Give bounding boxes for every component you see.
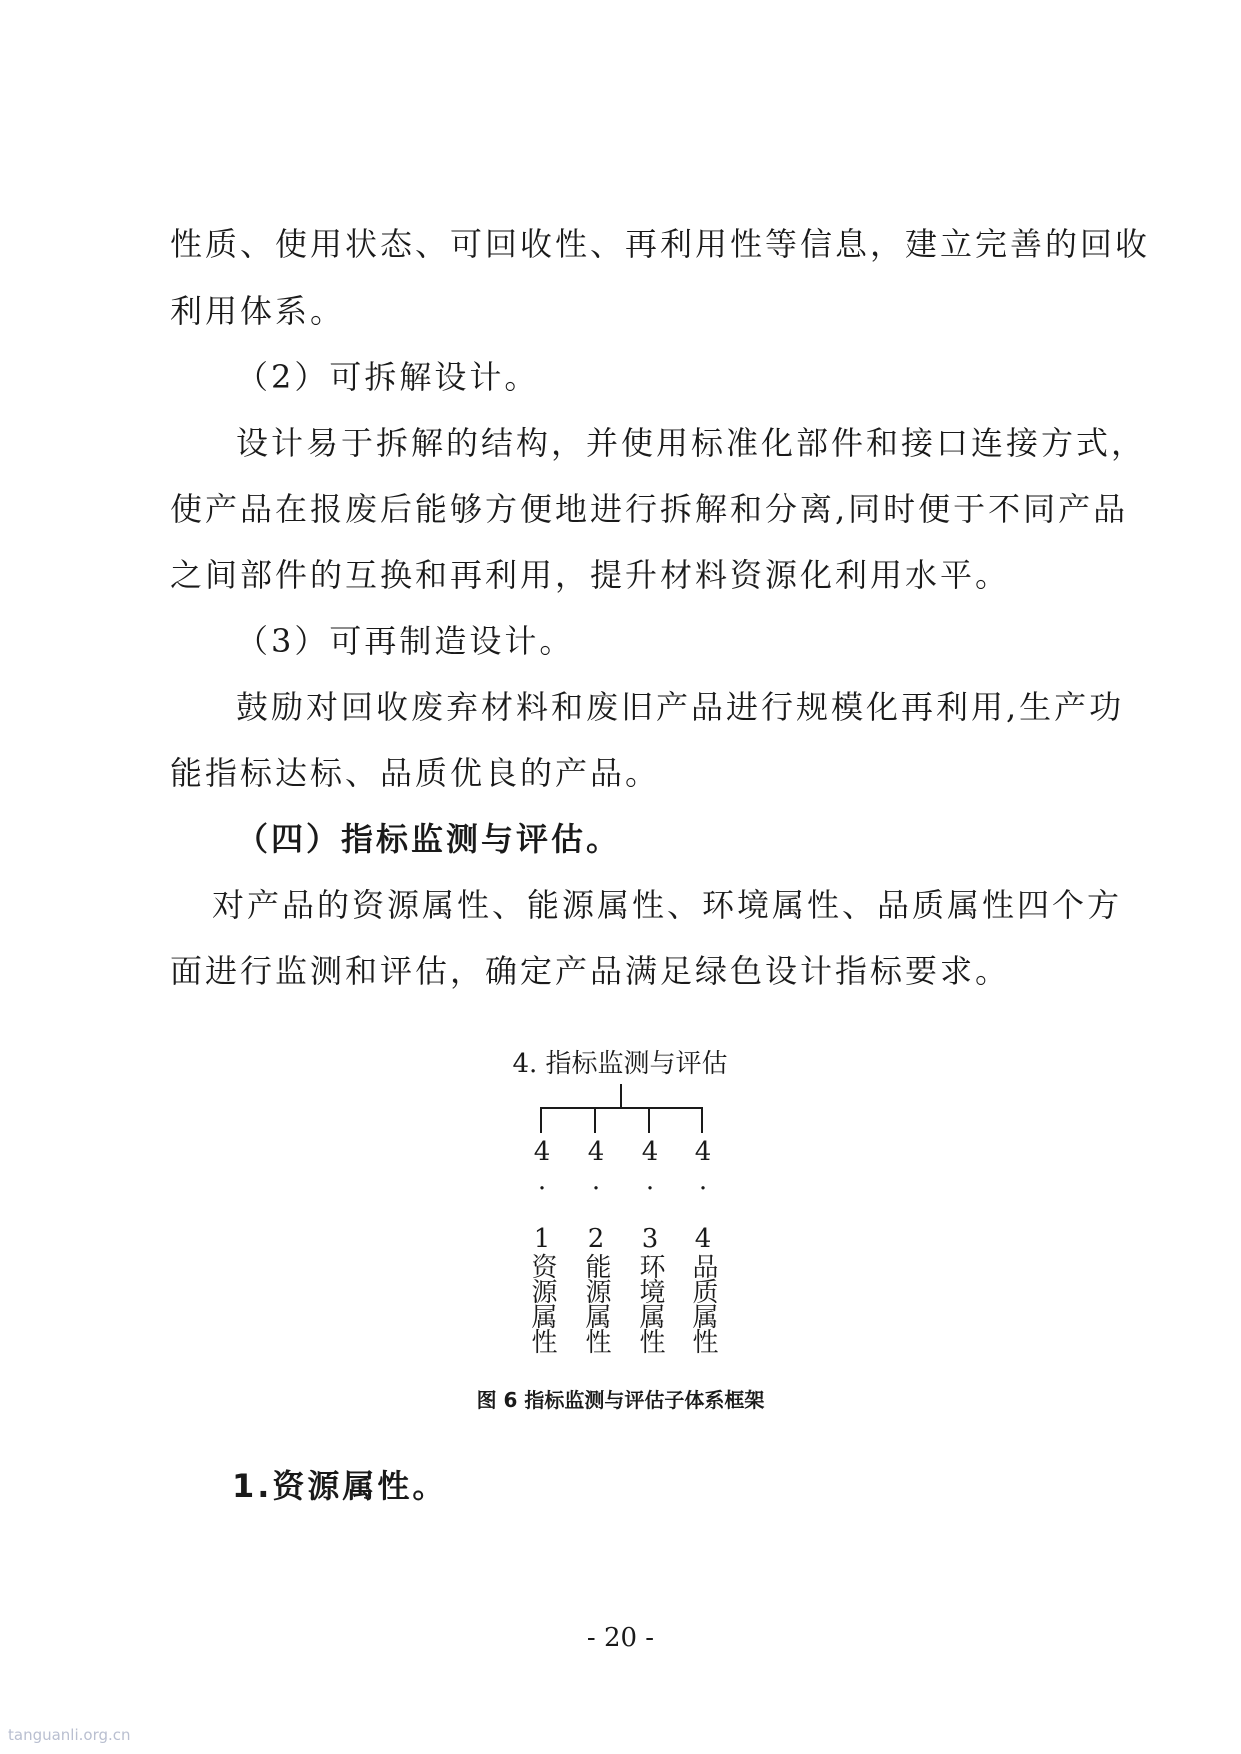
connector-line	[540, 1107, 542, 1133]
paragraph-line: 设计易于拆解的结构，并使用标准化部件和接口连接方式，	[236, 424, 1147, 462]
diagram-child-node: 4. 3环境属性	[635, 1137, 665, 1353]
figure-caption: 图 6 指标监测与评估子体系框架	[476, 1388, 765, 1412]
diagram-root-node: 4. 指标监测与评估	[512, 1049, 728, 1079]
paragraph-line: 利用体系。	[170, 292, 346, 330]
subsection-heading: （3）可再制造设计。	[236, 622, 575, 660]
paragraph-line: 面进行监测和评估，确定产品满足绿色设计指标要求。	[170, 952, 1011, 990]
connector-line	[540, 1107, 702, 1109]
paragraph-line: 性质、使用状态、可回收性、再利用性等信息，建立完善的回收	[170, 225, 1151, 263]
diagram-child-node: 4. 2能源属性	[581, 1137, 611, 1353]
subsection-heading: （2）可拆解设计。	[236, 358, 540, 396]
paragraph-line: 能指标达标、品质优良的产品。	[170, 754, 661, 792]
diagram-child-node: 4. 1资源属性	[527, 1137, 557, 1353]
connector-line	[620, 1084, 622, 1108]
watermark: tanguanli.org.cn	[8, 1726, 131, 1744]
paragraph-line: 之间部件的互换和再利用，提升材料资源化利用水平。	[170, 556, 1011, 594]
section-heading: （四）指标监测与评估。	[236, 820, 622, 858]
connector-line	[701, 1107, 703, 1133]
connector-line	[594, 1107, 596, 1133]
paragraph-line: 鼓励对回收废弃材料和废旧产品进行规模化再利用,生产功	[236, 688, 1125, 726]
connector-line	[648, 1107, 650, 1133]
tree-diagram	[440, 1040, 800, 1353]
diagram-child-node: 4. 4品质属性	[688, 1137, 718, 1353]
page-number: - 20 -	[586, 1623, 655, 1653]
subheading: 1.资源属性。	[232, 1467, 448, 1505]
paragraph-line: 对产品的资源属性、能源属性、环境属性、品质属性四个方	[212, 886, 1123, 924]
paragraph-line: 使产品在报废后能够方便地进行拆解和分离,同时便于不同产品	[170, 490, 1129, 528]
